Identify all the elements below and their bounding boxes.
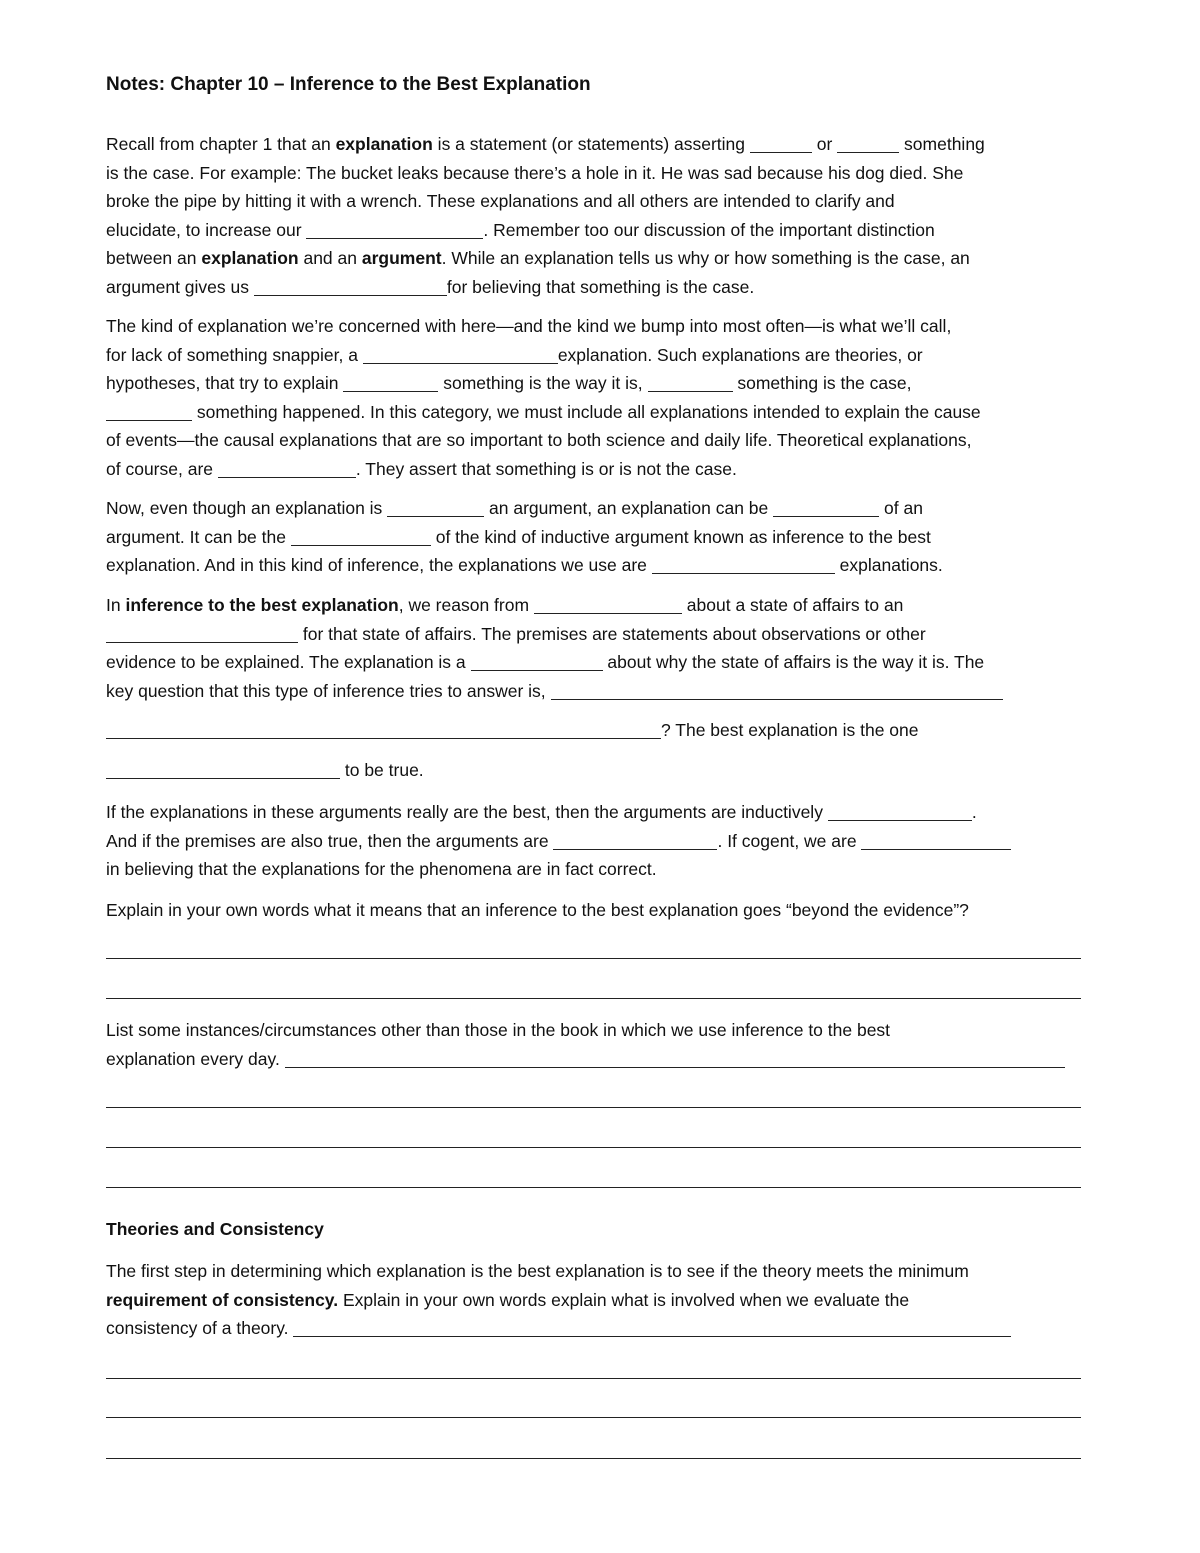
fill-blank[interactable] bbox=[343, 373, 438, 392]
answer-line[interactable] bbox=[106, 958, 1081, 959]
answer-line[interactable] bbox=[293, 1318, 1011, 1337]
paragraph-inference-best-explanation: In inference to the best explanation, we reason from about a state of affairs to an for that state of affairs. The premises are statements about observations or other evidence to be explained. The explanation is a about why the state of affairs is the way it is. The key question that this type of inference tries to answer is, ? The best explanation is the one to be true. bbox=[106, 591, 1091, 785]
fill-blank[interactable] bbox=[828, 802, 972, 821]
section-heading: Theories and Consistency bbox=[106, 1219, 324, 1239]
fill-blank[interactable] bbox=[750, 134, 812, 153]
fill-blank[interactable] bbox=[773, 498, 879, 517]
fill-blank[interactable] bbox=[254, 277, 447, 296]
answer-line[interactable] bbox=[106, 998, 1081, 999]
page-title: Notes: Chapter 10 – Inference to the Best Explanation bbox=[106, 74, 591, 95]
fill-blank[interactable] bbox=[648, 373, 733, 392]
paragraph-theoretical-explanation: The kind of explanation we’re concerned with here—and the kind we bump into most often—is what we’ll call, for lack of something snappier, a explanation. Such explanations are theories, or hypotheses, that try to explain something is the way it is, something is the case, something happened. In this category, we must include all explanations intended to explain the cause of events—the causal explanations that are so important to both science and daily life. Theoretical explanations, of course, are . They assert that something is or is not the case. bbox=[106, 316, 981, 479]
paragraph-explanation-intro: Recall from chapter 1 that an explanation is a statement (or statements) asserting or something is the case. For example: The bucket leaks because there’s a hole in it. He was sad because his dog died. She broke the pipe by hitting it with a wrench. These explanations and all others are intended to clarify and elucidate, to increase our . Remember too our discussion of the important distinction between an explanation and an argument. While an explanation tells us why or how something is the case, an argument gives us for believing that something is the case. bbox=[106, 134, 985, 297]
fill-blank[interactable] bbox=[652, 555, 835, 574]
answer-line[interactable] bbox=[106, 1378, 1081, 1379]
fill-blank[interactable] bbox=[387, 498, 484, 517]
fill-blank[interactable] bbox=[471, 652, 603, 671]
answer-line[interactable] bbox=[106, 1458, 1081, 1459]
fill-blank[interactable] bbox=[534, 595, 682, 614]
fill-blank[interactable] bbox=[837, 134, 899, 153]
fill-blank[interactable] bbox=[553, 831, 717, 850]
paragraph-cogency: If the explanations in these arguments really are the best, then the arguments are inductively . And if the premises are also true, then the arguments are . If cogent, we are in believing that the explanations for the phenomena are in fact correct. bbox=[106, 798, 1091, 884]
fill-blank[interactable] bbox=[861, 831, 1011, 850]
fill-blank[interactable] bbox=[106, 624, 298, 643]
paragraph-consistency: The first step in determining which explanation is the best explanation is to see if the theory meets the minimum requirement of consistency. Explain in your own words explain what is involved when we evaluate the consistency of a theory. bbox=[106, 1257, 1091, 1343]
answer-line[interactable] bbox=[285, 1049, 1065, 1068]
fill-blank[interactable] bbox=[106, 720, 661, 739]
answer-line[interactable] bbox=[106, 1187, 1081, 1188]
fill-blank[interactable] bbox=[306, 220, 483, 239]
answer-line[interactable] bbox=[106, 1107, 1081, 1108]
question-everyday-instances: List some instances/circumstances other than those in the book in which we use inference to the best explanation every day. bbox=[106, 1016, 1091, 1073]
answer-line[interactable] bbox=[106, 1417, 1081, 1418]
fill-blank[interactable] bbox=[218, 459, 356, 478]
fill-blank[interactable] bbox=[106, 760, 340, 779]
answer-line[interactable] bbox=[106, 1147, 1081, 1148]
fill-blank[interactable] bbox=[363, 345, 558, 364]
paragraph-explanation-vs-argument: Now, even though an explanation is an argument, an explanation can be of an argument. It can be the of the kind of inductive argument known as inference to the best explanation. And in this kind of inference, the explanations we use are explanations. bbox=[106, 498, 943, 576]
fill-blank[interactable] bbox=[106, 402, 192, 421]
fill-blank[interactable] bbox=[551, 681, 1003, 700]
question-beyond-evidence: Explain in your own words what it means that an inference to the best explanation goes “beyond the evidence”? bbox=[106, 900, 969, 920]
fill-blank[interactable] bbox=[291, 527, 431, 546]
